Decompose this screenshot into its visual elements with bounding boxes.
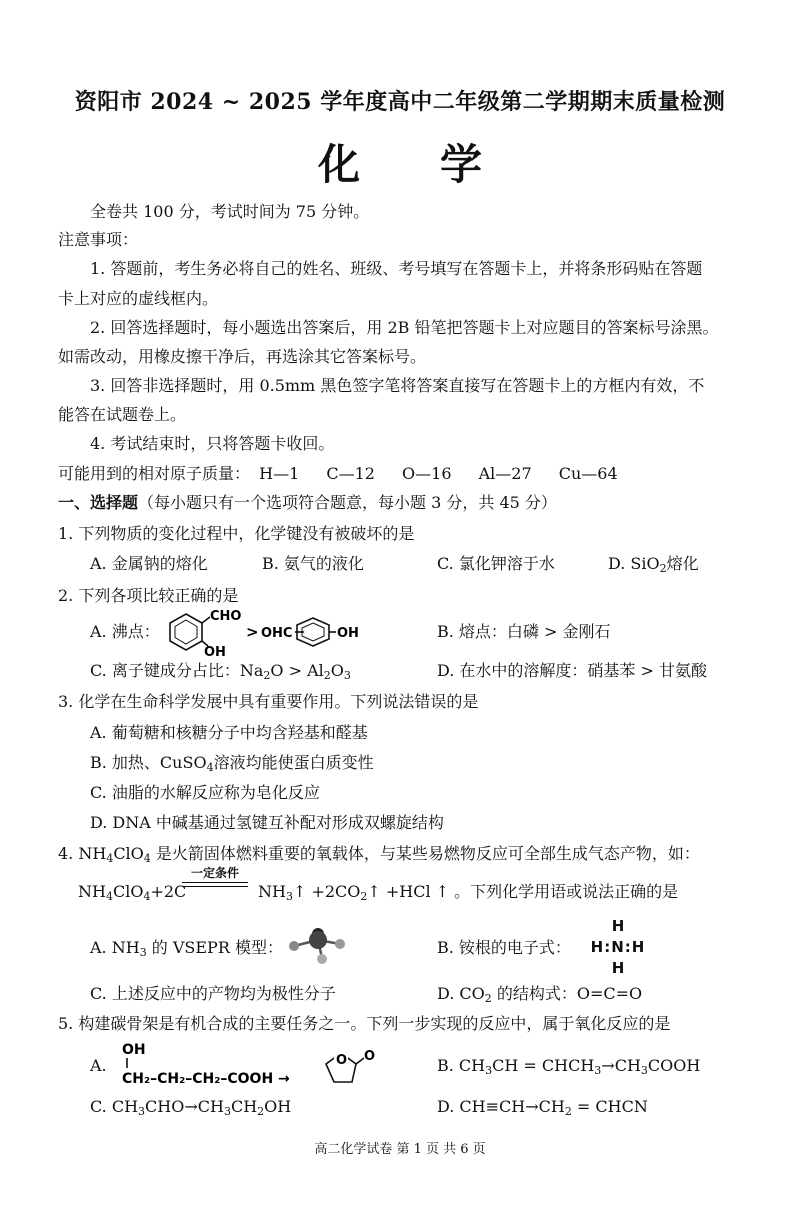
section-1-title: 一、选择题 (58, 493, 139, 512)
q4-equation-left (78, 882, 186, 902)
q4-option-c: C. 上述反应中的产物均为极性分子 (90, 984, 336, 1003)
q1-stem: 1. 下列物质的变化过程中，化学键没有被破坏的是 (58, 524, 415, 543)
note-2-line-2: 如需改动，用橡皮擦干净后，再选涂其它答案标号。 (58, 347, 427, 366)
note-3-line-1: 3. 回答非选择题时，用 0.5mm 黑色签字笔将答案直接写在答题卡上的方框内有效，不 (90, 376, 705, 395)
q3-option-d: D. DNA 中碱基通过氢键互补配对形成双螺旋结构 (90, 813, 444, 832)
notice-heading: 注意事项： (58, 230, 139, 249)
q2-stem: 2. 下列各项比较正确的是 (58, 586, 239, 605)
vsepr-h-1 (289, 941, 299, 951)
q4-stem-m1: ClO (113, 844, 144, 863)
q5-c-s3: 2 (257, 1105, 265, 1118)
q3-b-pre: B. 加热、CuSO (90, 753, 207, 772)
q2-c-s3: 3 (343, 669, 351, 682)
q4-d-pre: D. CO (437, 984, 485, 1003)
q4-eq-l2: ClO (112, 882, 144, 901)
q2-benzene-inner-1 (175, 620, 197, 644)
q1-option-c: C. 氯化钾溶于水 (437, 554, 555, 573)
q2-option-c (90, 661, 351, 681)
q2-cho-label: CHO (210, 609, 242, 624)
q3-option-c: C. 油脂的水解反应称为皂化反应 (90, 783, 320, 802)
q2-c-s2: 2 (323, 669, 331, 682)
q4-option-a (90, 938, 283, 958)
q3-option-b (90, 753, 374, 773)
q2-c-mid: O > Al (270, 661, 324, 680)
q2-c-mid2: O (330, 661, 344, 680)
q4-eq-s4: 2 (360, 890, 368, 903)
q4-a-pre: A. NH (90, 938, 140, 957)
q1-option-b: B. 氨气的液化 (262, 554, 364, 573)
q4-ammonium-lewis (586, 916, 650, 979)
q4-reaction-arrow (182, 866, 248, 887)
q5-c-m3: OH (264, 1097, 292, 1116)
q4-a-sub: 3 (139, 946, 147, 959)
q3-option-a: A. 葡萄糖和核糖分子中均含羟基和醛基 (90, 723, 368, 742)
vsepr-h-3 (317, 954, 327, 964)
q1-option-a: A. 金属钠的熔化 (90, 554, 208, 573)
q4-d-sub: 2 (484, 992, 492, 1005)
q4-equation-right (258, 882, 678, 902)
q4-eq-l3: +2C (150, 882, 187, 901)
q4-condition: 一定条件 (190, 866, 239, 880)
q4-arrow-line-1 (182, 882, 248, 883)
q4-option-b: B. 铵根的电子式： (437, 938, 571, 957)
q5-ring-o: O (336, 1053, 348, 1068)
section-1-heading (58, 493, 557, 513)
q5-option-c (90, 1097, 291, 1117)
exam-title: 资阳市 2024 ~ 2025 学年度高中二年级第二学期期末质量检测 (74, 89, 726, 115)
q2-ohc-label: OHC (261, 626, 293, 641)
q4-stem (58, 844, 700, 864)
page-footer: 高二化学试卷 第 1 页 共 6 页 (314, 1142, 486, 1157)
q5-option-a-reaction (116, 1040, 392, 1090)
q5-carbonyl-o: O (364, 1049, 376, 1064)
q2-gt: > (246, 623, 259, 641)
q4-arrow-line-2 (182, 886, 248, 887)
q5-b-s2: 3 (594, 1064, 602, 1077)
q5-b-s1: 3 (485, 1064, 493, 1077)
q1-option-d (608, 554, 699, 574)
q5-d-pre: D. CH≡CH→CH (437, 1097, 565, 1116)
q2-oh-label-1: OH (204, 645, 226, 656)
q4-d-post: 的结构式：O=C=O (491, 984, 643, 1003)
mass-o: O—16 (402, 464, 452, 483)
q2-option-b: B. 熔点：白磷 > 金刚石 (437, 622, 611, 641)
vsepr-nitrogen (309, 931, 327, 949)
q3-stem: 3. 化学在生命科学发展中具有重要作用。下列说法错误的是 (58, 692, 479, 711)
q4-eq-r2: ↑ +2CO (292, 882, 361, 901)
q5-d-post: = CHCN (571, 1097, 648, 1116)
q5-option-b (437, 1056, 700, 1076)
q5-d-s1: 2 (564, 1105, 572, 1118)
mass-cu: Cu—64 (558, 464, 618, 483)
q3-b-post: 溶液均能使蛋白质变性 (213, 753, 374, 772)
mass-h: H—1 (259, 464, 300, 483)
q2-option-d: D. 在水中的溶解度：硝基苯 > 甘氨酸 (437, 661, 708, 680)
q4-a-post: 的 VSEPR 模型： (146, 938, 283, 957)
q3-b-sub: 4 (206, 761, 214, 774)
q5-c-m1: CHO→CH (145, 1097, 224, 1116)
q4-stem-post: 是火箭固体燃料重要的氧载体，与某些易燃物反应可全部生成气态产物，如： (150, 844, 700, 863)
q5-c-s1: 3 (138, 1105, 146, 1118)
mass-c: C—12 (326, 464, 375, 483)
q5-b-m3: COOH (647, 1056, 701, 1075)
q5-stem: 5. 构建碳骨架是有机合成的主要任务之一。下列一步实现的反应中，属于氧化反应的是 (58, 1014, 671, 1033)
q1-d-post: 熔化 (666, 554, 699, 573)
note-4: 4. 考试结束时，只将答题卡收回。 (90, 434, 335, 453)
q5-c-m2: CH (230, 1097, 258, 1116)
note-1-line-2: 卡上对应的虚线框内。 (58, 289, 219, 308)
q1-d-sub: 2 (659, 562, 667, 575)
lewis-middle-row: H:N:H (590, 938, 646, 956)
q4-eq-s2: 4 (143, 890, 151, 903)
q5-c-s2: 3 (223, 1105, 231, 1118)
mass-al: Al—27 (478, 464, 532, 483)
atomic-masses-label: 可能用到的相对原子质量： (58, 464, 251, 483)
q5-a-chain: CH₂–CH₂–CH₂–COOH → (122, 1071, 290, 1087)
q4-eq-r3: ↑ +HCl ↑ 。下列化学用语或说法正确的是 (367, 882, 679, 901)
q5-option-d (437, 1097, 648, 1117)
q5-b-pre: B. CH (437, 1056, 486, 1075)
exam-summary: 全卷共 100 分，考试时间为 75 分钟。 (90, 202, 370, 221)
q4-option-d (437, 984, 642, 1004)
q4-eq-s3: 3 (285, 890, 293, 903)
q5-option-a-label: A. (90, 1056, 107, 1075)
q5-carbonyl-bond (356, 1058, 364, 1064)
q1-d-pre: D. SiO (608, 554, 660, 573)
q2-oh-label-2: OH (337, 626, 359, 641)
q2-option-a-structures (164, 606, 382, 656)
q2-option-a-label: A. 沸点： (90, 622, 160, 641)
q4-eq-l1: NH (78, 882, 106, 901)
q5-b-m2: →CH (601, 1056, 641, 1075)
q4-eq-r1: NH (258, 882, 286, 901)
q4-stem-pre: 4. NH (58, 844, 107, 863)
q4-stem-s2: 4 (143, 852, 151, 865)
note-2-line-1: 2. 回答选择题时，每小题选出答案后，用 2B 铅笔把答题卡上对应题目的答案标号涂黑。 (90, 318, 719, 337)
q4-stem-s1: 4 (106, 852, 114, 865)
q4-eq-s1: 4 (105, 890, 113, 903)
q5-a-oh: OH (122, 1042, 146, 1058)
q5-b-s3: 3 (640, 1064, 648, 1077)
subject-title: 化学 (317, 140, 562, 189)
note-1-line-1: 1. 答题前，考生务必将自己的姓名、班级、考号填写在答题卡上，并将条形码贴在答题 (90, 259, 703, 278)
q4-vsepr-model (284, 922, 354, 966)
lewis-h-bottom: H (611, 959, 625, 977)
atomic-masses (58, 464, 618, 484)
vsepr-h-2 (335, 939, 345, 949)
lewis-h-top: H (611, 917, 625, 935)
q2-c-pre: C. 离子键成分占比：Na (90, 661, 264, 680)
q2-benzene-inner-2 (302, 623, 324, 641)
q5-b-m1: CH = CHCH (492, 1056, 595, 1075)
q5-c-pre: C. CH (90, 1097, 139, 1116)
note-3-line-2: 能答在试题卷上。 (58, 405, 187, 424)
q2-c-s1: 2 (263, 669, 271, 682)
section-1-instruction: （每小题只有一个选项符合题意，每小题 3 分，共 45 分） (138, 493, 557, 512)
q2-cho-bond (202, 617, 210, 623)
